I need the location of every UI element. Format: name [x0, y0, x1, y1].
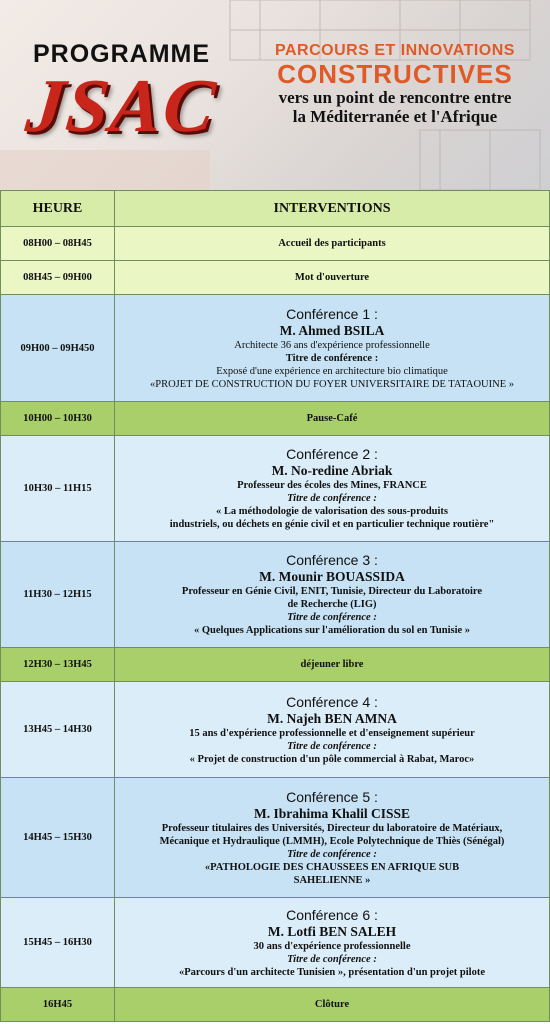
- table-row: [1, 295, 550, 402]
- conference-label: Conférence 1 :: [286, 305, 378, 322]
- conference-label: Conférence 5 :: [286, 788, 378, 805]
- conference-cell: [115, 436, 550, 542]
- table-row: [1, 682, 550, 778]
- time-cell: 15H45 – 16H30: [1, 898, 115, 988]
- subtitle-line-2: la Méditerranée et l'Afrique: [292, 107, 498, 126]
- conference-title-label: Titre de conférence :: [287, 953, 377, 965]
- time-cell: 09H00 – 09H450: [1, 295, 115, 402]
- speaker-bio: Professeur titulaires des Universités, Directeur du laboratoire de Matériaux,: [161, 822, 503, 834]
- conference-label: Conférence 2 :: [286, 446, 378, 462]
- intervention-cell: Mot d'ouverture: [115, 261, 550, 295]
- conference-title: « La méthodologie de valorisation des sous-produits: [216, 506, 448, 517]
- conference-title: «PATHOLOGIE DES CHAUSSEES EN AFRIQUE SUB: [204, 861, 460, 873]
- conference-title-label: Titre de conférence :: [287, 848, 377, 860]
- conference-title-label: Titre de conférence :: [287, 740, 377, 752]
- time-cell: 16H45: [1, 988, 115, 1022]
- speaker-bio: Architecte 36 ans d'expérience professionnelle: [234, 339, 430, 351]
- conference-label: Conférence 6 :: [286, 906, 378, 923]
- subtitle-line-1: vers un point de rencontre entre: [278, 88, 512, 107]
- table-row: [1, 988, 550, 1022]
- conference-title-label: Titre de conférence :: [287, 493, 377, 504]
- programme-title: [14, 40, 229, 148]
- title-line-1: PARCOURS ET INNOVATIONS: [275, 42, 515, 59]
- table-row: [1, 778, 550, 898]
- conference-label: Conférence 3 :: [286, 552, 378, 568]
- time-cell: 08H00 – 08H45: [1, 227, 115, 261]
- table-row: [1, 898, 550, 988]
- speaker-bio: de Recherche (LIG): [287, 599, 377, 610]
- conference-cell: [115, 542, 550, 648]
- conference-title: « Projet de construction d'un pôle commercial à Rabat, Maroc»: [189, 753, 475, 765]
- speaker-name: M. Lotfi BEN SALEH: [267, 923, 397, 939]
- conference-title: Exposé d'une expérience en architecture bio climatique: [216, 365, 448, 377]
- conference-title: «Parcours d'un architecte Tunisien », présentation d'un projet pilote: [179, 966, 485, 978]
- conference-cell: [115, 295, 550, 402]
- programme-table: [0, 190, 550, 1022]
- conference-cell: [115, 898, 550, 988]
- speaker-name: M. Mounir BOUASSIDA: [259, 569, 405, 584]
- programme-label: PROGRAMME: [32, 40, 211, 68]
- time-cell: 12H30 – 13H45: [1, 648, 115, 682]
- time-cell: 13H45 – 14H30: [1, 682, 115, 778]
- table-row: [1, 436, 550, 542]
- jsac-logo: JSAC: [22, 64, 221, 148]
- table-row: [1, 227, 550, 261]
- speaker-bio: Mécanique et Hydraulique (LMMH), Ecole Polytechnique de Thiès (Sénégal): [159, 835, 505, 847]
- speaker-bio: 30 ans d'expérience professionnelle: [253, 940, 411, 952]
- conference-title: industriels, ou déchets en génie civil et en particulier technique routière": [169, 519, 495, 530]
- intervention-cell: déjeuner libre: [115, 648, 550, 682]
- speaker-name: M. Ibrahima Khalil CISSE: [253, 805, 411, 821]
- intervention-cell: Accueil des participants: [115, 227, 550, 261]
- speaker-bio: Professeur en Génie Civil, ENIT, Tunisie, Directeur du Laboratoire: [181, 586, 483, 597]
- event-title: [250, 42, 540, 126]
- speaker-name: M. No-redine Abriak: [271, 463, 393, 478]
- intervention-cell: Clôture: [115, 988, 550, 1022]
- conference-title: «PROJET DE CONSTRUCTION DU FOYER UNIVERSITAIRE DE TATAOUINE »: [149, 378, 514, 390]
- intervention-cell: Pause-Café: [115, 402, 550, 436]
- speaker-bio: 15 ans d'expérience professionnelle et d'enseignement supérieur: [189, 727, 475, 739]
- conference-cell: [115, 778, 550, 898]
- table-row: [1, 648, 550, 682]
- title-line-2: CONSTRUCTIVES: [277, 59, 513, 89]
- speaker-name: M. Ahmed BSILA: [279, 322, 385, 338]
- time-cell: 10H00 – 10H30: [1, 402, 115, 436]
- conference-title: SAHELIENNE »: [293, 874, 371, 886]
- table-header-row: [1, 191, 550, 227]
- time-cell: 11H30 – 12H15: [1, 542, 115, 648]
- conference-title: « Quelques Applications sur l'amélioration du sol en Tunisie »: [193, 625, 471, 636]
- conference-label: Conférence 4 :: [286, 693, 378, 710]
- time-cell: 14H45 – 15H30: [1, 778, 115, 898]
- column-header-interventions: INTERVENTIONS: [115, 191, 550, 227]
- conference-title-label: Titre de conférence :: [285, 352, 379, 364]
- time-cell: 10H30 – 11H15: [1, 436, 115, 542]
- speaker-bio: Professeur des écoles des Mines, FRANCE: [237, 480, 427, 491]
- conference-cell: [115, 682, 550, 778]
- speaker-name: M. Najeh BEN AMNA: [267, 710, 397, 726]
- conference-title-label: Titre de conférence :: [287, 612, 377, 623]
- table-row: [1, 402, 550, 436]
- column-header-heure: HEURE: [1, 191, 115, 227]
- table-row: [1, 261, 550, 295]
- header-banner: [0, 0, 550, 190]
- table-row: [1, 542, 550, 648]
- time-cell: 08H45 – 09H00: [1, 261, 115, 295]
